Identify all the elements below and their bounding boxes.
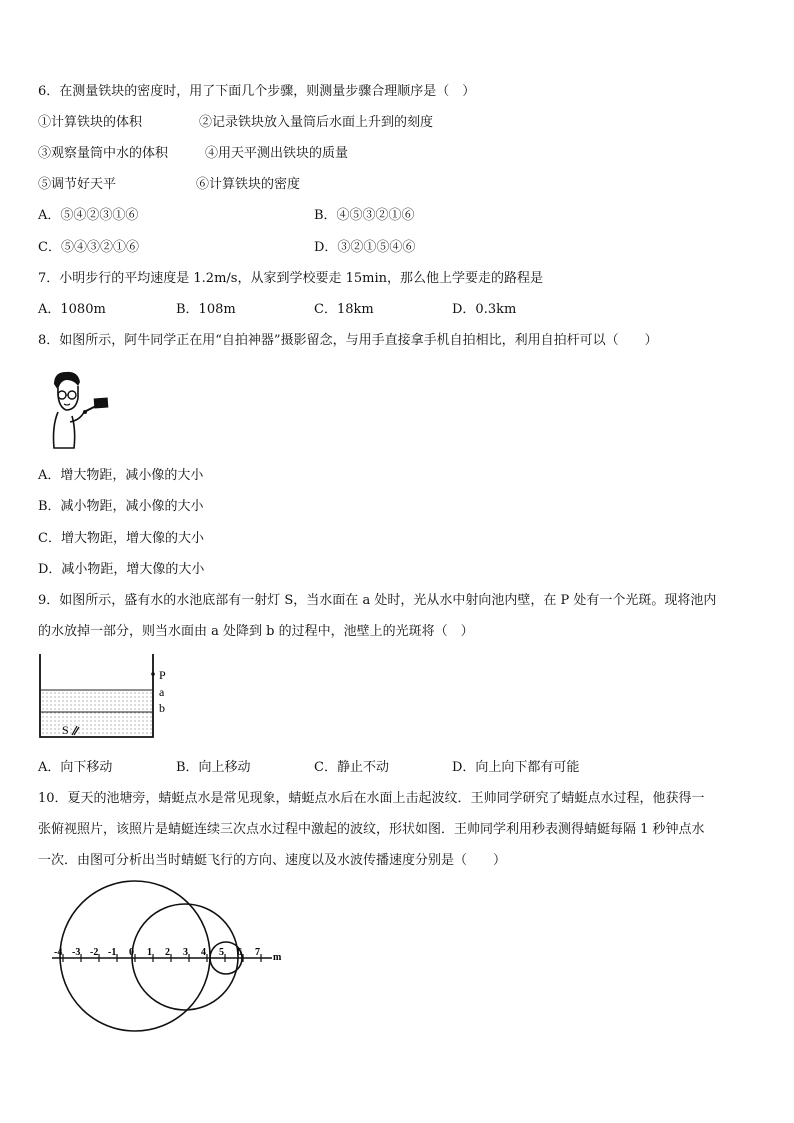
q7-option-b: B．108m [176,302,236,317]
label-a: a [159,685,165,699]
q6-step-3: ③观察量筒中水的体积 [38,146,169,161]
axis-tick-label: -1 [108,947,117,958]
q7-option-d: D．0.3km [452,302,517,317]
q9-option-d: D．向上向下都有可能 [452,760,580,775]
q9-option-a: A．向下移动 [38,760,113,775]
q10-stem-line-3: 一次．由图可分析出当时蜻蜓飞行的方向、速度以及水波传播速度分别是（ ） [38,853,507,868]
q10-stem-line-2: 张俯视照片，该照片是蜻蜓连续三次点水过程中激起的波纹，形状如图．王帅同学利用秒表测得蜻蜓每隔 1 秒钟点水 [38,822,705,837]
q9-option-b: B．向上移动 [176,760,251,775]
light-spot-p [151,672,155,676]
q9-stem-line-1: 9．如图所示，盛有水的水池底部有一射灯 S，当水面在 a 处时，光从水中射向池内壁，在 P 处有一个光斑。现将池内 [38,593,717,608]
pool-figure [30,652,180,744]
q8-option-b: B．减小物距，减小像的大小 [38,499,204,514]
q8-option-d: D．减小物距，增大像的大小 [38,562,205,577]
q6-option-d: D．③②①⑤④⑥ [314,240,416,255]
label-p: P [159,668,166,682]
q10-stem-line-1: 10．夏天的池塘旁，蜻蜓点水是常见现象，蜻蜓点水后在水面上击起波纹．王帅同学研究了蜻蜓点水过程，他获得一 [38,791,705,806]
q6-step-6: ⑥计算铁块的密度 [196,177,301,192]
axis-tick-label: 6 [237,947,242,958]
axis-tick-label: -3 [72,947,81,958]
axis-tick-label: 1 [147,947,152,958]
ripple-figure [40,878,300,1038]
q6-stem: 6．在测量铁块的密度时，用了下面几个步骤，则测量步骤合理顺序是（ ） [38,84,476,99]
q6-step-1: ①计算铁块的体积 [38,115,143,130]
q6-option-a: A．⑤④②③①⑥ [38,208,139,223]
axis-tick-label: 2 [165,947,170,958]
axis-unit: m [273,952,282,963]
q8-stem: 8．如图所示，阿牛同学正在用“自拍神器”摄影留念，与用手直接拿手机自拍相比，利用自拍杆可以（ ） [38,333,658,348]
q8-option-a: A．增大物距，减小像的大小 [38,468,204,483]
q6-step-2: ②记录铁块放入量筒后水面上升到的刻度 [199,115,434,130]
q7-option-a: A．1080m [38,302,106,317]
q6-step-5: ⑤调节好天平 [38,177,117,192]
axis-tick-label: -2 [90,947,99,958]
axis-tick-label: -4 [54,947,63,958]
axis-tick-label: 5 [219,947,224,958]
q9-option-c: C．静止不动 [314,760,389,775]
pool-water [41,690,152,737]
q6-option-c: C．⑤④③②①⑥ [38,240,139,255]
axis-tick-label: 0 [129,947,134,958]
axis-tick-label: 7 [255,947,260,958]
q6-option-b: B．④⑤③②①⑥ [314,208,415,223]
q6-step-4: ④用天平测出铁块的质量 [205,146,349,161]
q9-stem-line-2: 的水放掉一部分，则当水面由 a 处降到 b 的过程中，池壁上的光斑将（ ） [38,624,474,639]
q8-option-c: C．增大物距，增大像的大小 [38,531,204,546]
selfie-stick-figure [44,368,110,454]
label-s: S [62,723,69,737]
q7-option-c: C．18km [314,302,374,317]
q7-stem: 7．小明步行的平均速度是 1.2m/s，从家到学校要走 15min，那么他上学要走的路程是 [38,271,543,286]
axis-tick-label: 3 [183,947,188,958]
axis-tick-label: 4 [201,947,206,958]
label-b: b [159,701,165,715]
